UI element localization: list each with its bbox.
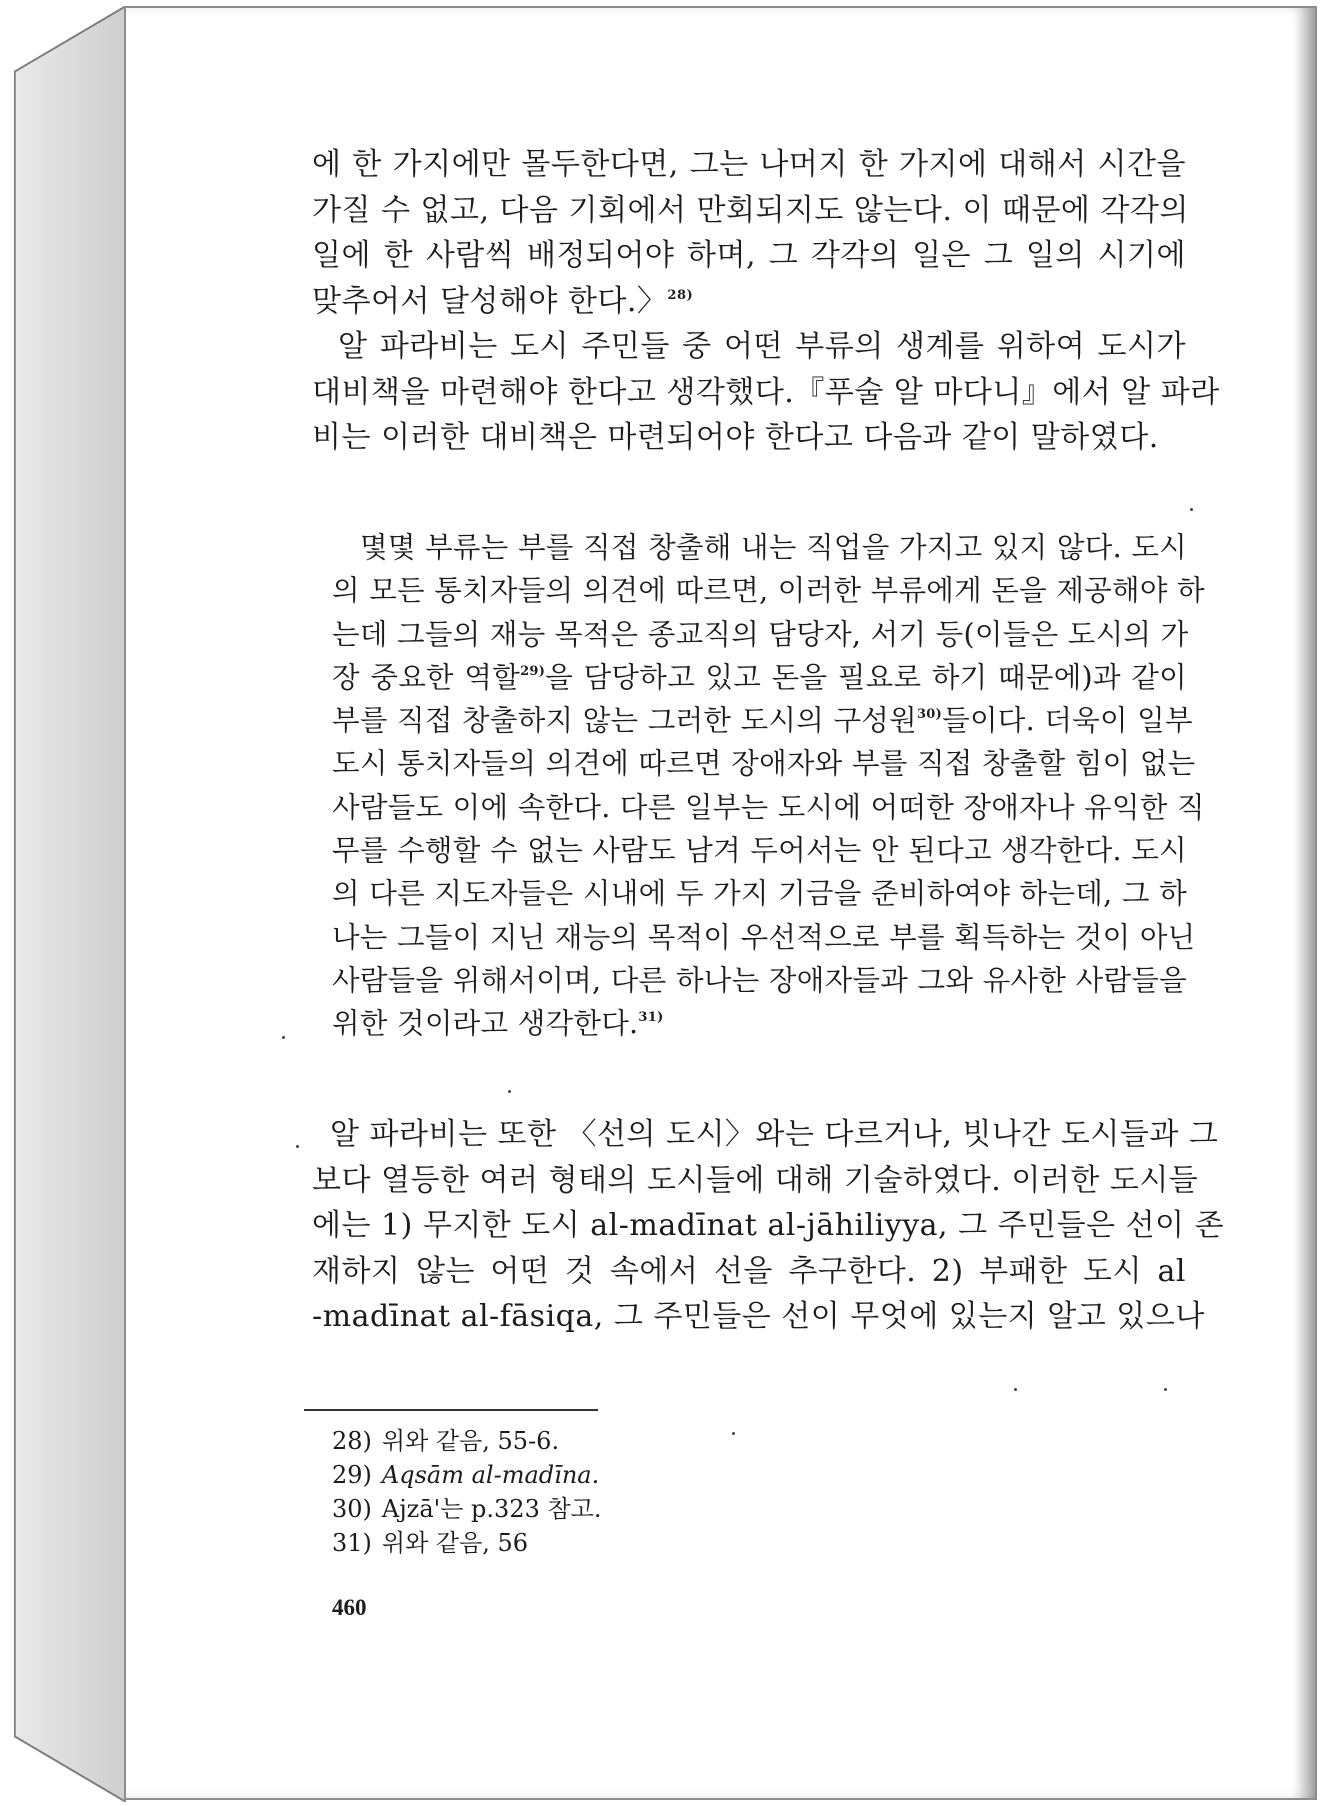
quote-line: 나는 그들이 지닌 재능의 목적이 우선적으로 부를 획득하는 것이 아닌 [332,920,1196,954]
quote-line: 무를 수행할 수 없는 사람도 남겨 두어서는 안 된다고 생각한다. 도시 [332,834,1187,868]
footnote-28: 28) 위와 같음, 55-6. [332,1427,560,1455]
scan-speck [282,1036,285,1039]
text-line: 알 파라비는 또한 〈선의 도시〉와는 다르거나, 빗나간 도시들과 그 [330,1117,1219,1152]
text-line: 비는 이러한 대비책은 마련되어야 한다고 다음과 같이 말하였다. [312,420,1159,455]
book-page-stack [14,6,128,1802]
quote-line: 위한 것이라고 생각한다.$^{31)}$ [332,1007,664,1041]
footnotes [332,1424,932,1560]
footnote-ref: 29) [520,663,546,679]
text-line: 맞추어서 달성해야 한다.〉$^{28)}$ [312,283,694,319]
footnote-ref: 30) [916,707,943,723]
paragraph-continued [312,142,1189,324]
quote-line: 의 다른 지도자들은 시내에 두 가지 기금을 준비하여야 하는데, 그 하 [332,877,1187,911]
quote-line: 의 모든 통치자들의 의견에 따르면, 이러한 부류에게 돈을 제공해야 하 [332,574,1205,608]
text-line: 대비책을 마련해야 한다고 생각했다.『푸술 알 마다니』에서 알 파라 [312,374,1220,410]
footnote-30: 30) Ajzā'는 p.323 참고. [332,1495,602,1523]
block-quote [332,526,1205,1046]
quote-line: 도시 통치자들의 의견에 따르면 장애자와 부를 직접 창출할 힘이 없는 [332,747,1196,781]
scan-speck [508,1090,511,1093]
quote-line: 장 중요한 역할$^{29)}$을 담당하고 있고 돈을 필요로 하기 때문에)과 같이 [332,660,1187,694]
scan-speck [296,1145,299,1148]
text-line: 보다 열등한 여러 형태의 도시들에 대해 기술하였다. 이러한 도시들 [312,1162,1199,1198]
paragraph-corrupt-cities [312,1112,1225,1340]
page-number: 460 [332,1595,367,1620]
text-line: 재하지 않는 어떤 것 속에서 선을 추구한다. 2) 부패한 도시 al [312,1253,1186,1289]
text-line: 가질 수 없고, 다음 기회에서 만회되지도 않는다. 이 때문에 각각의 [312,192,1189,228]
text-line: -madīnat al-fāsiqa, 그 주민들은 선이 무엇에 있는지 알고 있으나 [312,1299,1205,1334]
quote-line: 사람들을 위해서이며, 다른 하나는 장애자들과 그와 유사한 사람들을 [332,963,1187,997]
quote-line: 몇몇 부류는 부를 직접 창출해 내는 직업을 가지고 있지 않다. 도시 [360,531,1187,564]
scan-speck [1164,1388,1167,1391]
quote-line: 는데 그들의 재능 목적은 종교직의 담당자, 서기 등(이들은 도시의 가 [332,617,1189,651]
paragraph-intro-quote [312,324,1220,461]
text-line: 알 파라비는 도시 주민들 중 어떤 부류의 생계를 위하여 도시가 [338,329,1186,364]
footnote-31: 31) 위와 같음, 56 [332,1529,529,1557]
page-edge-shadow [1293,8,1315,1798]
footnote-ref: 31) [638,1010,664,1026]
text-line: 에 한 가지에만 몰두한다면, 그는 나머지 한 가지에 대해서 시간을 [312,147,1186,182]
footnote-divider [304,1409,598,1411]
scan-speck [732,1432,735,1435]
text-line: 에는 1) 무지한 도시 al-madīnat al-jāhiliyya, 그 주민들은 선이 존 [312,1208,1225,1243]
scan-speck [1190,508,1193,511]
footnote-ref: 28) [667,287,694,303]
quote-line: 사람들도 이에 속한다. 다른 일부는 도시에 어떠한 장애자나 유익한 직 [332,790,1205,824]
quote-line: 부를 직접 창출하지 않는 그러한 도시의 구성원$^{30)}$들이다. 더욱이 일부 [332,704,1193,738]
scan-speck [1014,1388,1017,1391]
footnote-29: 29) Aqsām al-madīna. [332,1461,600,1489]
text-line: 일에 한 사람씩 배정되어야 하며, 그 각각의 일은 그 일의 시기에 [312,238,1186,273]
